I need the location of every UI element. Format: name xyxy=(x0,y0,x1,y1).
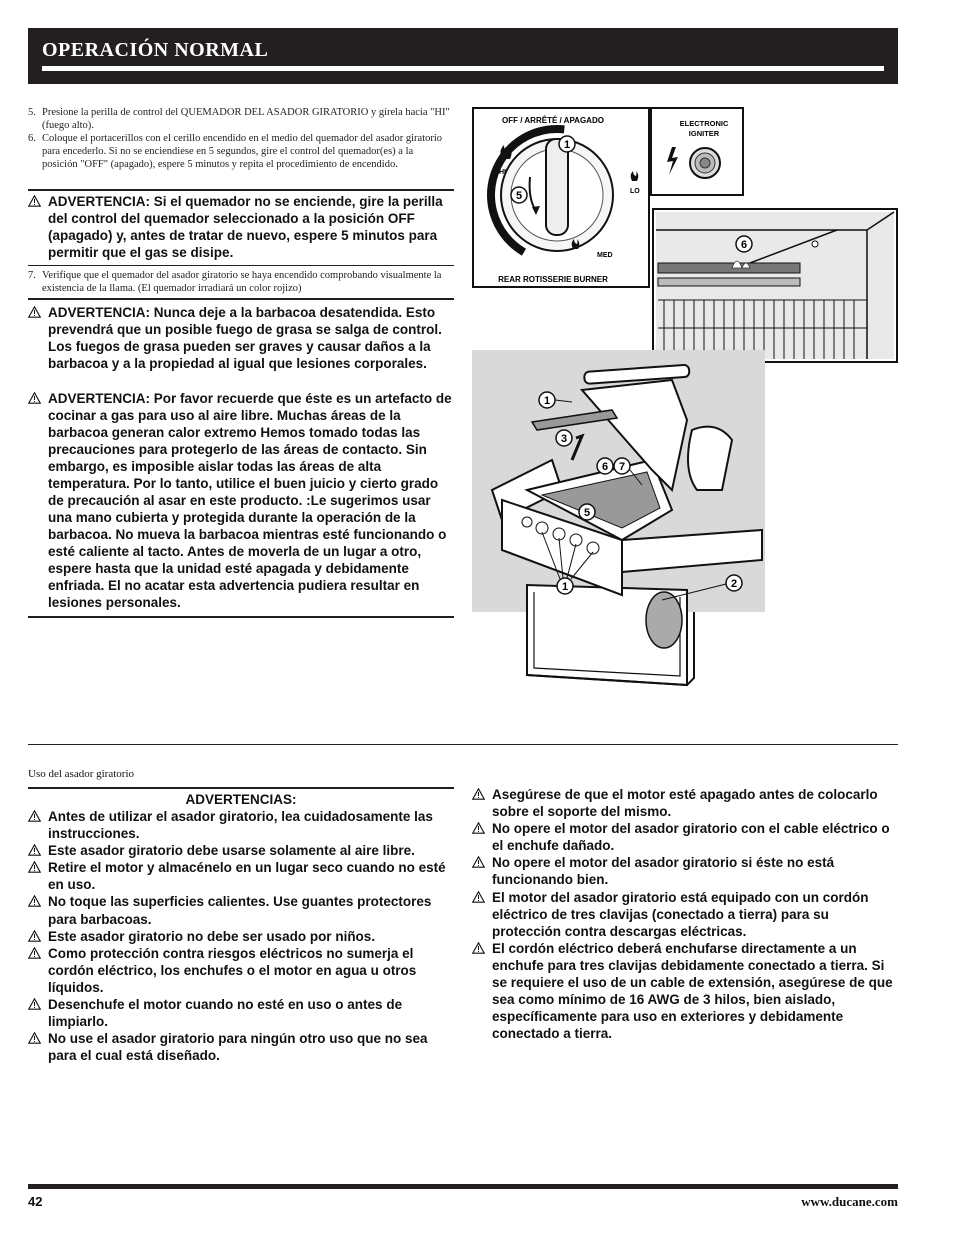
igniter-label-1: ELECTRONIC xyxy=(679,119,729,128)
igniter-label-2: IGNITER xyxy=(688,129,720,138)
page-number: 42 xyxy=(28,1194,43,1209)
warning-text: No opere el motor del asador giratorio con el cable eléctrico o el enchufe dañado. xyxy=(492,821,890,854)
callout-number: 1 xyxy=(543,395,551,407)
warning-triangle-icon xyxy=(472,890,485,907)
warning-triangle-icon xyxy=(28,809,41,826)
warning-triangle-icon xyxy=(28,305,41,322)
warning-triangle-icon xyxy=(28,929,41,946)
warning-block xyxy=(28,304,448,372)
warning-item xyxy=(28,842,454,859)
warning-item xyxy=(472,820,898,854)
warning-text: Retire el motor y almacénelo en un lugar seco cuando no esté en uso. xyxy=(48,860,446,893)
footer-rule xyxy=(28,1184,898,1189)
step-number: 6. xyxy=(28,133,36,144)
callout-number: 7 xyxy=(618,461,626,473)
warning-text: ADVERTENCIA: Nunca deje a la barbacoa desatendida. Esto prevendrá que un posible fuego de grasa se salga de control. Los fuegos de grasa pueden ser graves y causar daños a la barbacoa y a la propiedad al igual que lesiones corporales. xyxy=(48,305,442,371)
callout-number: 3 xyxy=(560,433,568,445)
warning-block xyxy=(28,390,456,611)
step-number: 5. xyxy=(28,107,36,118)
warning-block xyxy=(28,193,456,261)
warning-text: Desenchufe el motor cuando no esté en uso o antes de limpiarlo. xyxy=(48,997,403,1030)
website-link[interactable]: www.ducane.com xyxy=(801,1194,898,1209)
knob-med-label: MED xyxy=(597,252,613,259)
warning-item xyxy=(472,854,898,888)
callout-number: 5 xyxy=(583,507,591,519)
page-title: OPERACIÓN NORMAL xyxy=(42,39,269,61)
warning-item xyxy=(472,940,898,1043)
warning-triangle-icon xyxy=(28,391,41,408)
rotisserie-knob-figure xyxy=(472,107,650,288)
divider xyxy=(28,189,454,191)
warning-triangle-icon xyxy=(28,843,41,860)
warning-triangle-icon xyxy=(28,997,41,1014)
warning-text: Como protección contra riesgos eléctricos no sumerja el cordón eléctrico, los enchufes o el motor en agua u otros líquidos. xyxy=(48,945,417,995)
warning-text: Este asador giratorio debe usarse solamente al aire libre. xyxy=(48,843,415,859)
page-header xyxy=(28,28,898,84)
burner-closeup-figure xyxy=(652,208,898,363)
step-6 xyxy=(28,132,448,171)
divider xyxy=(28,298,454,300)
warning-triangle-icon xyxy=(472,821,485,838)
warning-triangle-icon xyxy=(28,1031,41,1048)
callout-number: 2 xyxy=(730,578,738,590)
knob-lo-label: LO xyxy=(630,188,640,195)
warning-item xyxy=(28,893,454,927)
warning-text: ADVERTENCIA: Por favor recuerde que éste es un artefacto de cocinar a gas para uso al aire libre. Muchas áreas de la barbacoa generan calor extremo Hemos tomado todas las precauciones para protegerlo de las áreas de contacto. Sin embargo, es imposible aislar todas las áreas de alta temperatura. Por lo tanto, utilice el buen juicio y cierto grado de precaución al asar en este producto. :Le sugerimos usar una mano cubierta y protegida durante la operación de la barbacoa. No mueva la barbacoa mientras esté funcionando o esté caliente al tacto. Antes de moverla de un lugar a otro, espere hasta que la unidad esté apagada y debidamente enfriada. El no acatar esta advertencia pudiera resultar en lesiones personales. xyxy=(48,391,452,610)
warning-item xyxy=(28,996,454,1030)
warning-item xyxy=(28,1030,454,1064)
step-text: Presione la perilla de control del QUEMADOR DEL ASADOR GIRATORIO y gírela hacia "HI" (fuego alto). xyxy=(42,107,450,131)
warning-item xyxy=(28,808,454,842)
warning-text: Asegúrese de que el motor esté apagado antes de colocarlo sobre el soporte del mismo. xyxy=(492,787,878,820)
knob-hi-label: HI xyxy=(499,169,506,176)
warning-triangle-icon xyxy=(472,855,485,872)
divider xyxy=(28,787,454,789)
warning-text: El motor del asador giratorio está equipado con un cordón eléctrico de tres clavijas (conectado a tierra) para su protección contra descargas eléctricas. xyxy=(492,889,869,939)
warning-triangle-icon xyxy=(472,941,485,958)
step-number: 7. xyxy=(28,270,36,281)
warning-text: El cordón eléctrico deberá enchufarse directamente a un enchufe para tres clavijas debidamente conectado a tierra. Si se requiere el uso de un cable de extensión, asegúrese de que sea como mínimo de 16 AWG de 3 hilos, bien aislado, específicamente para uso en exteriores y debidamente conectado a tierra. xyxy=(492,940,893,1042)
warnings-title: ADVERTENCIAS: xyxy=(185,792,297,807)
warning-text: No opere el motor del asador giratorio si éste no está funcionando bien. xyxy=(492,855,835,888)
callout-number: 5 xyxy=(515,190,523,202)
warning-triangle-icon xyxy=(28,894,41,911)
warning-triangle-icon xyxy=(28,194,41,211)
warnings-list-left xyxy=(28,808,454,1064)
warning-text: Antes de utilizar el asador giratorio, lea cuidadosamente las instrucciones. xyxy=(48,809,433,842)
warning-text: Este asador giratorio no debe ser usado por niños. xyxy=(48,928,376,944)
warning-text: No use el asador giratorio para ningún otro uso que no sea para el cual está diseñado. xyxy=(48,1031,428,1064)
knob-bottom-label: REAR ROTISSERIE BURNER xyxy=(498,275,608,284)
callout-number: 1 xyxy=(561,581,569,593)
warning-text: No toque las superficies calientes. Use guantes protectores para barbacoas. xyxy=(48,894,432,927)
divider xyxy=(28,265,454,266)
electronic-igniter-figure xyxy=(650,107,744,196)
section-subheading: Uso del asador giratorio xyxy=(28,768,134,780)
callout-number: 6 xyxy=(601,461,609,473)
warning-item xyxy=(28,945,454,996)
warning-triangle-icon xyxy=(28,946,41,963)
step-text: Verifique que el quemador del asador giratorio se haya encendido comprobando visualmente la existencia de la llama. (El quemador irradiará un color rojizo) xyxy=(42,270,442,294)
knob-top-label: OFF / ARRÊTÉ / APAGADO xyxy=(502,116,604,125)
warnings-list-right xyxy=(472,786,898,1042)
warning-item xyxy=(28,859,454,893)
step-5 xyxy=(28,106,456,132)
warning-item xyxy=(472,889,898,940)
callout-number: 1 xyxy=(563,139,571,151)
warning-item xyxy=(472,786,898,820)
header-rule xyxy=(42,66,884,71)
warning-text: ADVERTENCIA: Si el quemador no se enciende, gire la perilla del control del quemador seleccionado a la posición OFF (apagado) y, antes de tratar de nuevo, espere 5 minutos para permitir que el gas se disipe. xyxy=(48,194,443,260)
step-7 xyxy=(28,269,456,295)
warning-triangle-icon xyxy=(28,860,41,877)
warning-triangle-icon xyxy=(472,787,485,804)
warning-item xyxy=(28,928,454,945)
divider xyxy=(28,616,454,618)
section-divider xyxy=(28,744,898,745)
grill-figure xyxy=(472,350,766,692)
step-text: Coloque el portacerillos con el cerillo encendido en el medio del quemador del asador giratorio para encederlo. Si no se enciendiese en 5 segundos, gire el control del quemador(es) a la posición "OFF" (apagado), espere 5 minutos y repita el procedimiento de encendido. xyxy=(42,133,443,170)
callout-number: 6 xyxy=(740,239,748,251)
